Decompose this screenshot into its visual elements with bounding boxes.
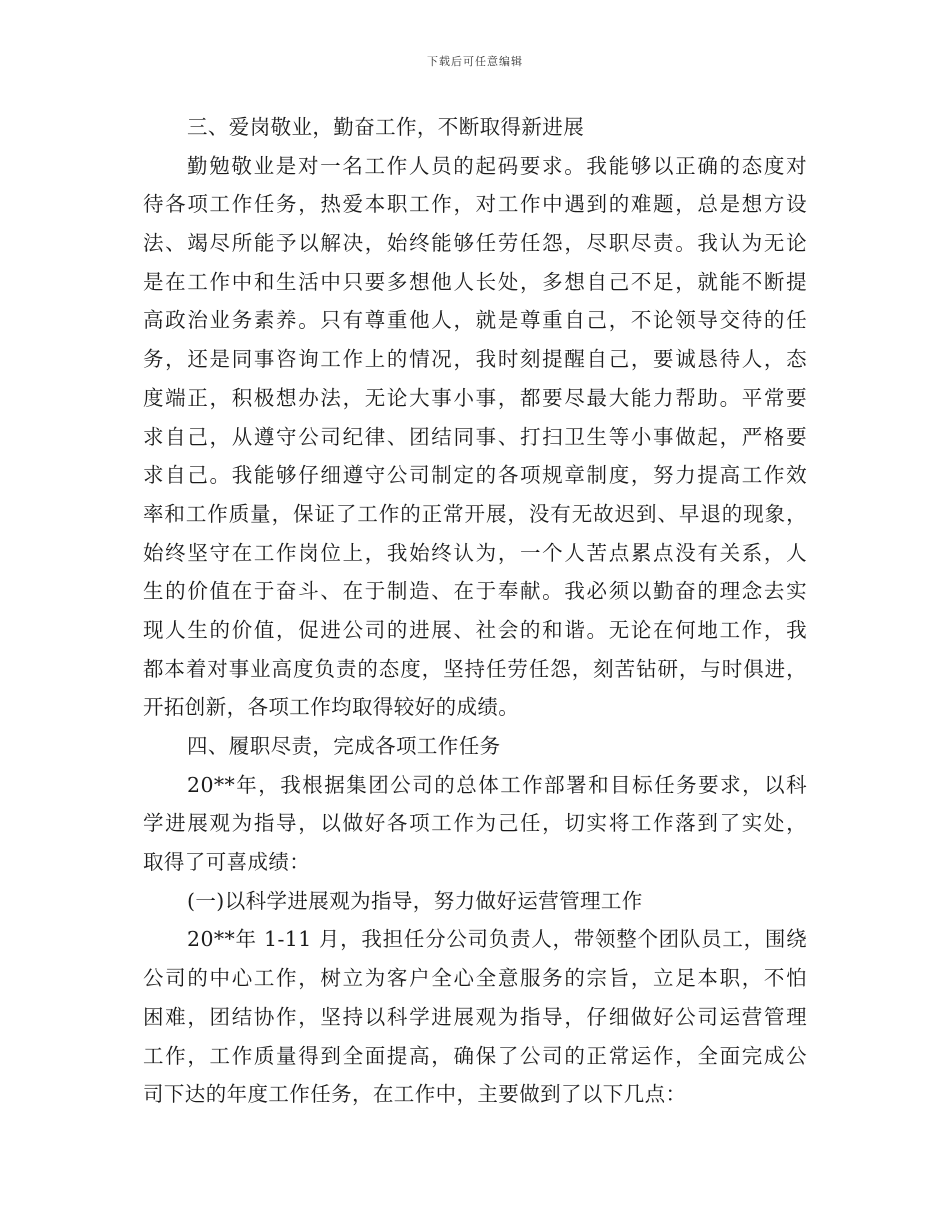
document-body <box>143 108 807 1114</box>
text-line: 是在工作中和生活中只要多想他人长处，多想自己不足，就能不断提 <box>143 269 807 294</box>
text-line: 度端正，积极想办法，无论大事小事，都要尽最大能力帮助。平常要 <box>143 385 807 410</box>
text-line: 公司的中心工作，树立为客户全心全意服务的宗旨，立足本职，不怕 <box>143 966 807 991</box>
text-line: 法、竭尽所能予以解决，始终能够任劳任怨，尽职尽责。我认为无论 <box>143 231 807 256</box>
text-line: 20**年 1-11 月，我担任分公司负责人，带领整个团队员工，围绕 <box>187 927 807 952</box>
text-line: 求自己，从遵守公司纪律、团结同事、打扫卫生等小事做起，严格要 <box>143 424 807 449</box>
text-line: 都本着对事业高度负责的态度，坚持任劳任怨，刻苦钻研，与时俱进， <box>143 656 807 681</box>
text-line: 勤勉敬业是对一名工作人员的起码要求。我能够以正确的态度对 <box>187 153 807 178</box>
text-line: 20**年，我根据集团公司的总体工作部署和目标任务要求，以科 <box>187 772 807 797</box>
text-line: 学进展观为指导，以做好各项工作为己任，切实将工作落到了实处， <box>143 811 807 836</box>
text-line: (一)以科学进展观为指导，努力做好运营管理工作 <box>187 888 643 913</box>
text-line: 求自己。我能够仔细遵守公司制定的各项规章制度，努力提高工作效 <box>143 463 807 488</box>
text-line: 待各项工作任务，热爱本职工作，对工作中遇到的难题，总是想方设 <box>143 192 807 217</box>
text-line: 高政治业务素养。只有尊重他人，就是尊重自己，不论领导交待的任 <box>143 308 807 333</box>
text-line: 困难，团结协作，坚持以科学进展观为指导，仔细做好公司运营管理 <box>143 1004 807 1029</box>
text-line: 率和工作质量，保证了工作的正常开展，没有无故迟到、早退的现象， <box>143 501 807 526</box>
text-line: 生的价值在于奋斗、在于制造、在于奉献。我必须以勤奋的理念去实 <box>143 579 807 604</box>
text-line: 取得了可喜成绩： <box>143 850 311 875</box>
text-line: 三、爱岗敬业，勤奋工作，不断取得新进展 <box>187 115 585 139</box>
text-line: 开拓创新，各项工作均取得较好的成绩。 <box>143 695 520 720</box>
text-line: 司下达的年度工作任务，在工作中，主要做到了以下几点： <box>143 1082 687 1107</box>
text-line: 始终坚守在工作岗位上，我始终认为，一个人苦点累点没有关系，人 <box>143 540 807 565</box>
text-line: 四、履职尽责，完成各项工作任务 <box>187 734 501 758</box>
text-line: 工作，工作质量得到全面提高，确保了公司的正常运作，全面完成公 <box>143 1043 807 1068</box>
page-header: 下载后可任意编辑 <box>427 55 523 68</box>
text-line: 务，还是同事咨询工作上的情况，我时刻提醒自己，要诚恳待人，态 <box>143 347 807 372</box>
text-line: 现人生的价值，促进公司的进展、社会的和谐。无论在何地工作，我 <box>143 617 807 642</box>
